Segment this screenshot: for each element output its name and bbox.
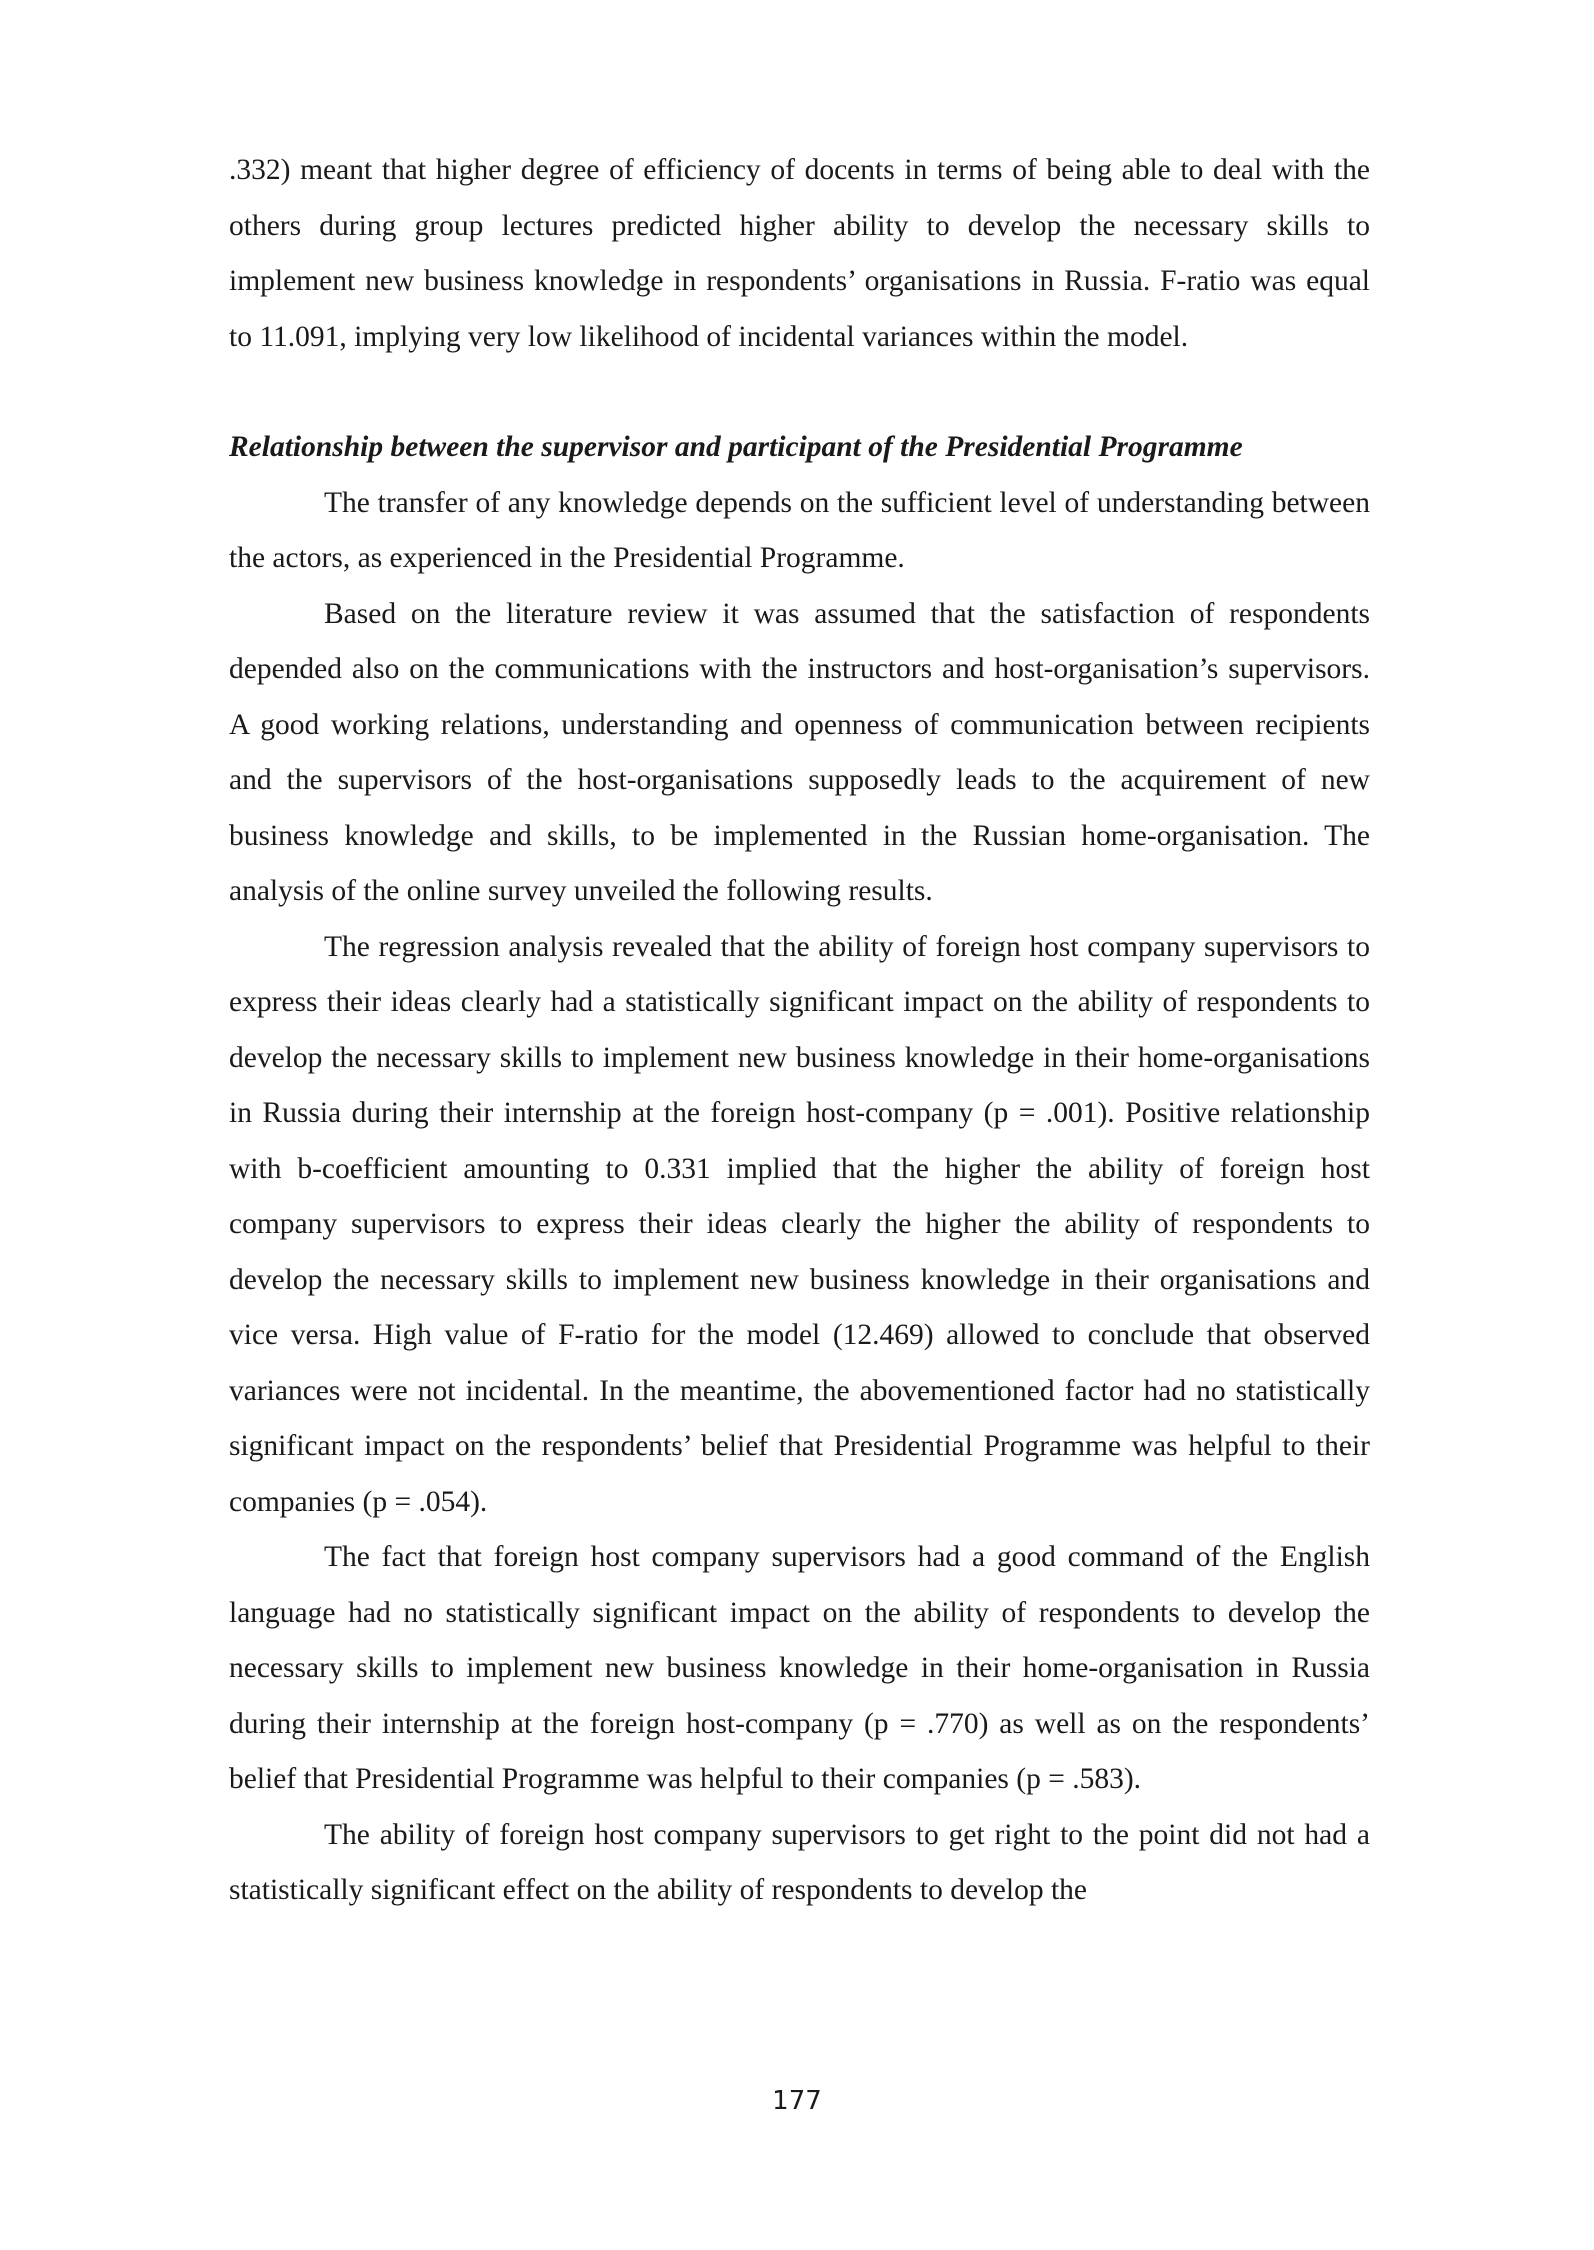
paragraph-get-to-point: The ability of foreign host company supervisors to get right to the point did not had a statistically significant effect on the ability of respondents to develop the xyxy=(229,1818,1370,1906)
section-spacer xyxy=(229,365,1370,420)
paragraph-regression-supervisors: The regression analysis revealed that the ability of foreign host company supervisors to express their ideas clearly had a statistically significant impact on the ability of respondents to develop the necessary skills to implement new business knowledge in their home-organisations in Russia during their internship at the foreign host-company (p = .001). Positive relationship with b-coefficient amounting to 0.331 implied that the higher the ability of foreign host company supervisors to express their ideas clearly the higher the ability of respondents to develop the necessary skills to implement new business knowledge in their organisations and vice versa. High value of F-ratio for the model (12.469) allowed to conclude that observed variances were not incidental. In the meantime, the abovementioned factor had no statistically significant impact on the respondents’ belief that Presidential Programme was helpful to their companies (p = .054). xyxy=(229,930,1370,1518)
page-number: 177 xyxy=(772,2086,822,2116)
section-heading: Relationship between the supervisor and participant of the Presidential Programme xyxy=(229,431,1243,463)
paragraph-regression-docents: .332) meant that higher degree of efficiency of docents in terms of being able to deal with the others during group lectures predicted higher ability to develop the necessary skills to implement new business knowledge in respondents’ organisations in Russia. F-ratio was equal to 11.091, implying very low likelihood of incidental variances within the model. xyxy=(229,154,1370,353)
paragraph-english-command: The fact that foreign host company supervisors had a good command of the English language had no statistically significant impact on the ability of respondents to develop the necessary skills to implement new business knowledge in their home-organisation in Russia during their internship at the foreign host-company (p = .770) as well as on the respondents’ belief that Presidential Programme was helpful to their companies (p = .583). xyxy=(229,1541,1370,1795)
paragraph-literature-review: Based on the literature review it was assumed that the satisfaction of respondents depended also on the communications with the instructors and host-organisation’s supervisors. A good working relations, understanding and openness of communication between recipients and the supervisors of the host-organisations supposedly leads to the acquirement of new business knowledge and skills, to be implemented in the Russian home-organisation. The analysis of the online survey unveiled the following results. xyxy=(229,597,1370,907)
document-body xyxy=(229,143,1370,1919)
paragraph-knowledge-transfer: The transfer of any knowledge depends on the sufficient level of understanding between the actors, as experienced in the Presidential Programme. xyxy=(229,486,1370,574)
